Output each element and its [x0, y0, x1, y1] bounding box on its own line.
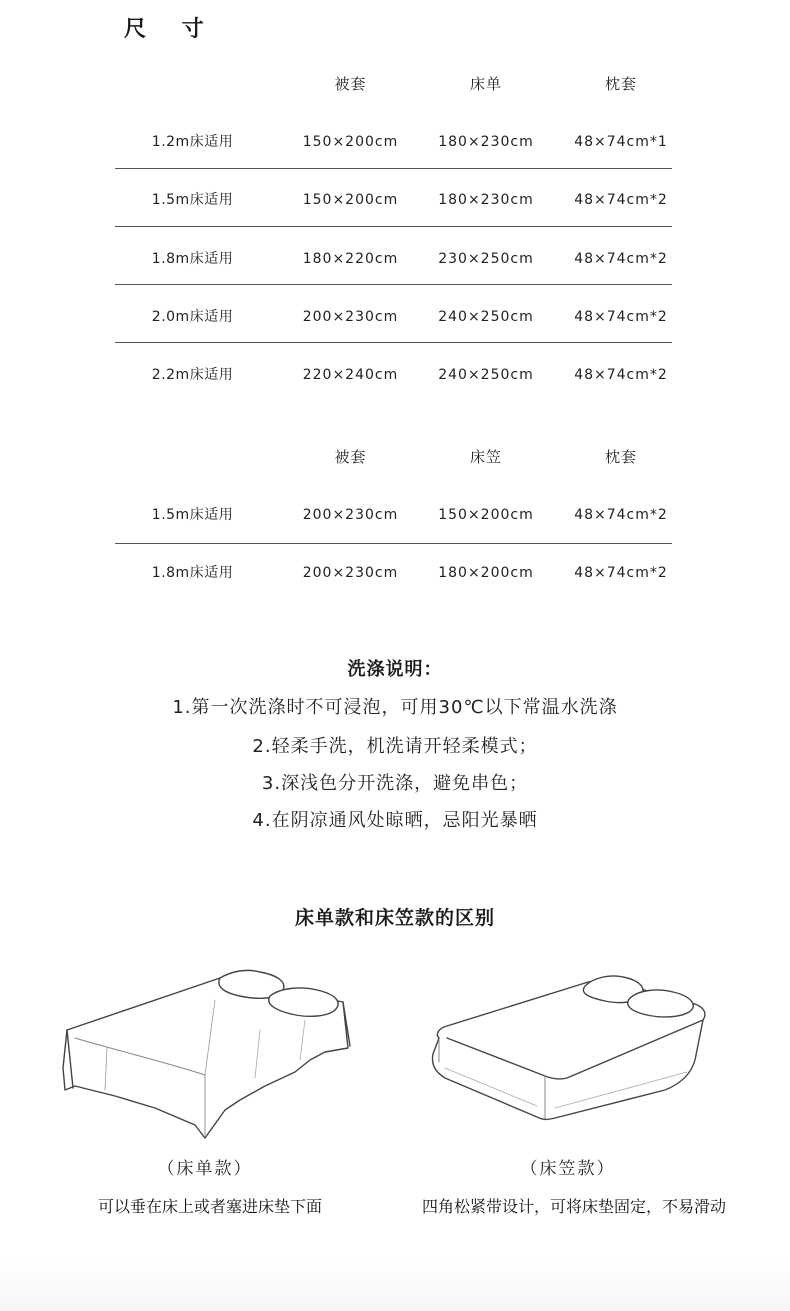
duvet-size-cell: 220×240cm — [302, 367, 399, 383]
duvet-size-cell: 150×200cm — [302, 192, 399, 208]
washing-title: 洗涤说明： — [347, 659, 443, 680]
fitted-sheet-caption: （床笠款） — [520, 1159, 616, 1179]
table-row — [0, 230, 790, 288]
washing-line-2: 2.轻柔手洗，机洗请开轻柔模式； — [252, 736, 538, 757]
fitted-sheet-size-cell: 180×200cm — [438, 565, 534, 581]
table-row — [0, 171, 790, 229]
fitted-sheet-size-cell: 150×200cm — [438, 507, 534, 523]
table-row — [0, 288, 790, 346]
row-divider — [115, 168, 672, 169]
duvet-size-cell: 150×200cm — [302, 134, 399, 150]
fitted-sheet-description: 四角松紧带设计，可将床垫固定，不易滑动 — [421, 1197, 726, 1216]
row-divider — [115, 226, 672, 227]
header-pillowcase: 枕套 — [604, 448, 637, 466]
row-divider — [115, 284, 672, 285]
table-row — [0, 346, 790, 404]
pillowcase-size-cell: 48×74cm*2 — [574, 507, 668, 523]
table-row — [0, 486, 790, 544]
header-duvet-cover: 被套 — [334, 448, 367, 466]
bed-size-cell: 1.8m床适用 — [151, 251, 234, 267]
table-row — [0, 113, 790, 171]
header-duvet-cover: 被套 — [334, 75, 367, 93]
duvet-size-cell: 200×230cm — [302, 507, 399, 523]
flat-sheet-bed-illustration — [55, 960, 355, 1145]
bed-size-cell: 2.2m床适用 — [151, 367, 234, 383]
duvet-size-cell: 200×230cm — [302, 565, 399, 581]
sheet-size-cell: 240×250cm — [438, 367, 534, 383]
sheet-size-cell: 230×250cm — [438, 251, 534, 267]
table-row — [0, 544, 790, 602]
washing-line-4: 4.在阴凉通风处晾晒，忌阳光暴晒 — [252, 810, 538, 831]
header-fitted-sheet: 床笠 — [469, 448, 502, 466]
duvet-size-cell: 200×230cm — [302, 309, 399, 325]
header-pillowcase: 枕套 — [604, 75, 637, 93]
washing-line-3: 3.深浅色分开洗涤，避免串色； — [261, 773, 529, 794]
washing-line-1: 1.第一次洗涤时不可浸泡，可用30℃以下常温水洗涤 — [172, 697, 618, 718]
pillowcase-size-cell: 48×74cm*2 — [574, 192, 668, 208]
flat-sheet-description: 可以垂在床上或者塞进床垫下面 — [97, 1197, 322, 1216]
difference-title: 床单款和床笠款的区别 — [294, 907, 495, 929]
bed-size-cell: 1.2m床适用 — [151, 134, 234, 150]
row-divider — [115, 342, 672, 343]
header-bed-sheet: 床单 — [469, 75, 502, 93]
bed-size-cell: 1.5m床适用 — [151, 192, 234, 208]
duvet-size-cell: 180×220cm — [302, 251, 399, 267]
flat-sheet-caption: （床单款） — [157, 1159, 253, 1179]
bottom-fade — [0, 1260, 790, 1311]
bed-size-cell: 1.8m床适用 — [151, 565, 234, 581]
bed-size-cell: 2.0m床适用 — [151, 309, 234, 325]
pillowcase-size-cell: 48×74cm*2 — [574, 565, 668, 581]
pillowcase-size-cell: 48×74cm*2 — [574, 367, 668, 383]
sheet-size-cell: 180×230cm — [438, 192, 534, 208]
sheet-size-cell: 240×250cm — [438, 309, 534, 325]
pillowcase-size-cell: 48×74cm*2 — [574, 309, 668, 325]
fitted-sheet-bed-illustration — [425, 968, 715, 1128]
bed-size-cell: 1.5m床适用 — [151, 507, 234, 523]
table-header-row — [0, 428, 790, 486]
pillowcase-size-cell: 48×74cm*1 — [574, 134, 668, 150]
sheet-size-cell: 180×230cm — [438, 134, 534, 150]
header-cell — [110, 55, 275, 113]
header-cell — [110, 428, 275, 486]
size-section-title: 尺 寸 — [124, 17, 218, 42]
pillowcase-size-cell: 48×74cm*2 — [574, 251, 668, 267]
table-header-row — [0, 55, 790, 113]
